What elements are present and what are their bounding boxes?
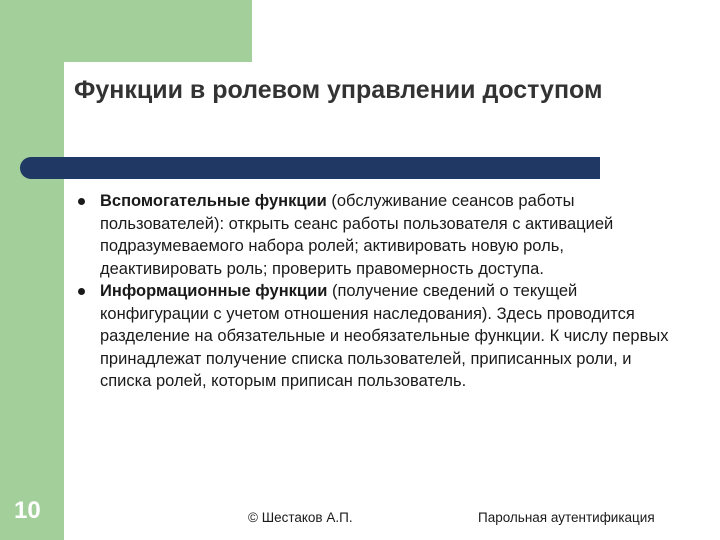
bullet-term: Информационные функции [100,282,328,300]
bullet-item [78,280,678,393]
top-accent-block [64,0,252,62]
bullet-item [78,190,678,280]
bullet-dot-icon [78,198,85,205]
left-accent-strip [0,0,64,540]
page-number: 10 [14,497,41,524]
bullet-text: (обслуживание сеансов работы пользователей): открыть сеанс работы пользователя с активацией подразумеваемого набора ролей; активировать новую роль, деактивировать роль; проверить правомерность доступа. [100,192,614,278]
bullet-list [78,190,678,393]
slide-title: Функции в ролевом управлении доступом [74,76,603,104]
bullet-text: (получение сведений о текущей конфигурации с учетом отношения наследования). Здесь проводится разделение на обязательные и необязательные функции. К числу первых принадлежат получение списка пользователей, приписанных роли, и списка ролей, которым приписан пользователь. [100,282,669,390]
bullet-term: Вспомогательные функции [100,192,327,210]
bullet-dot-icon [78,288,85,295]
title-divider-bar [20,157,600,179]
footer-topic: Парольная аутентификация [478,510,655,525]
footer-author: © Шестаков А.П. [248,510,353,525]
